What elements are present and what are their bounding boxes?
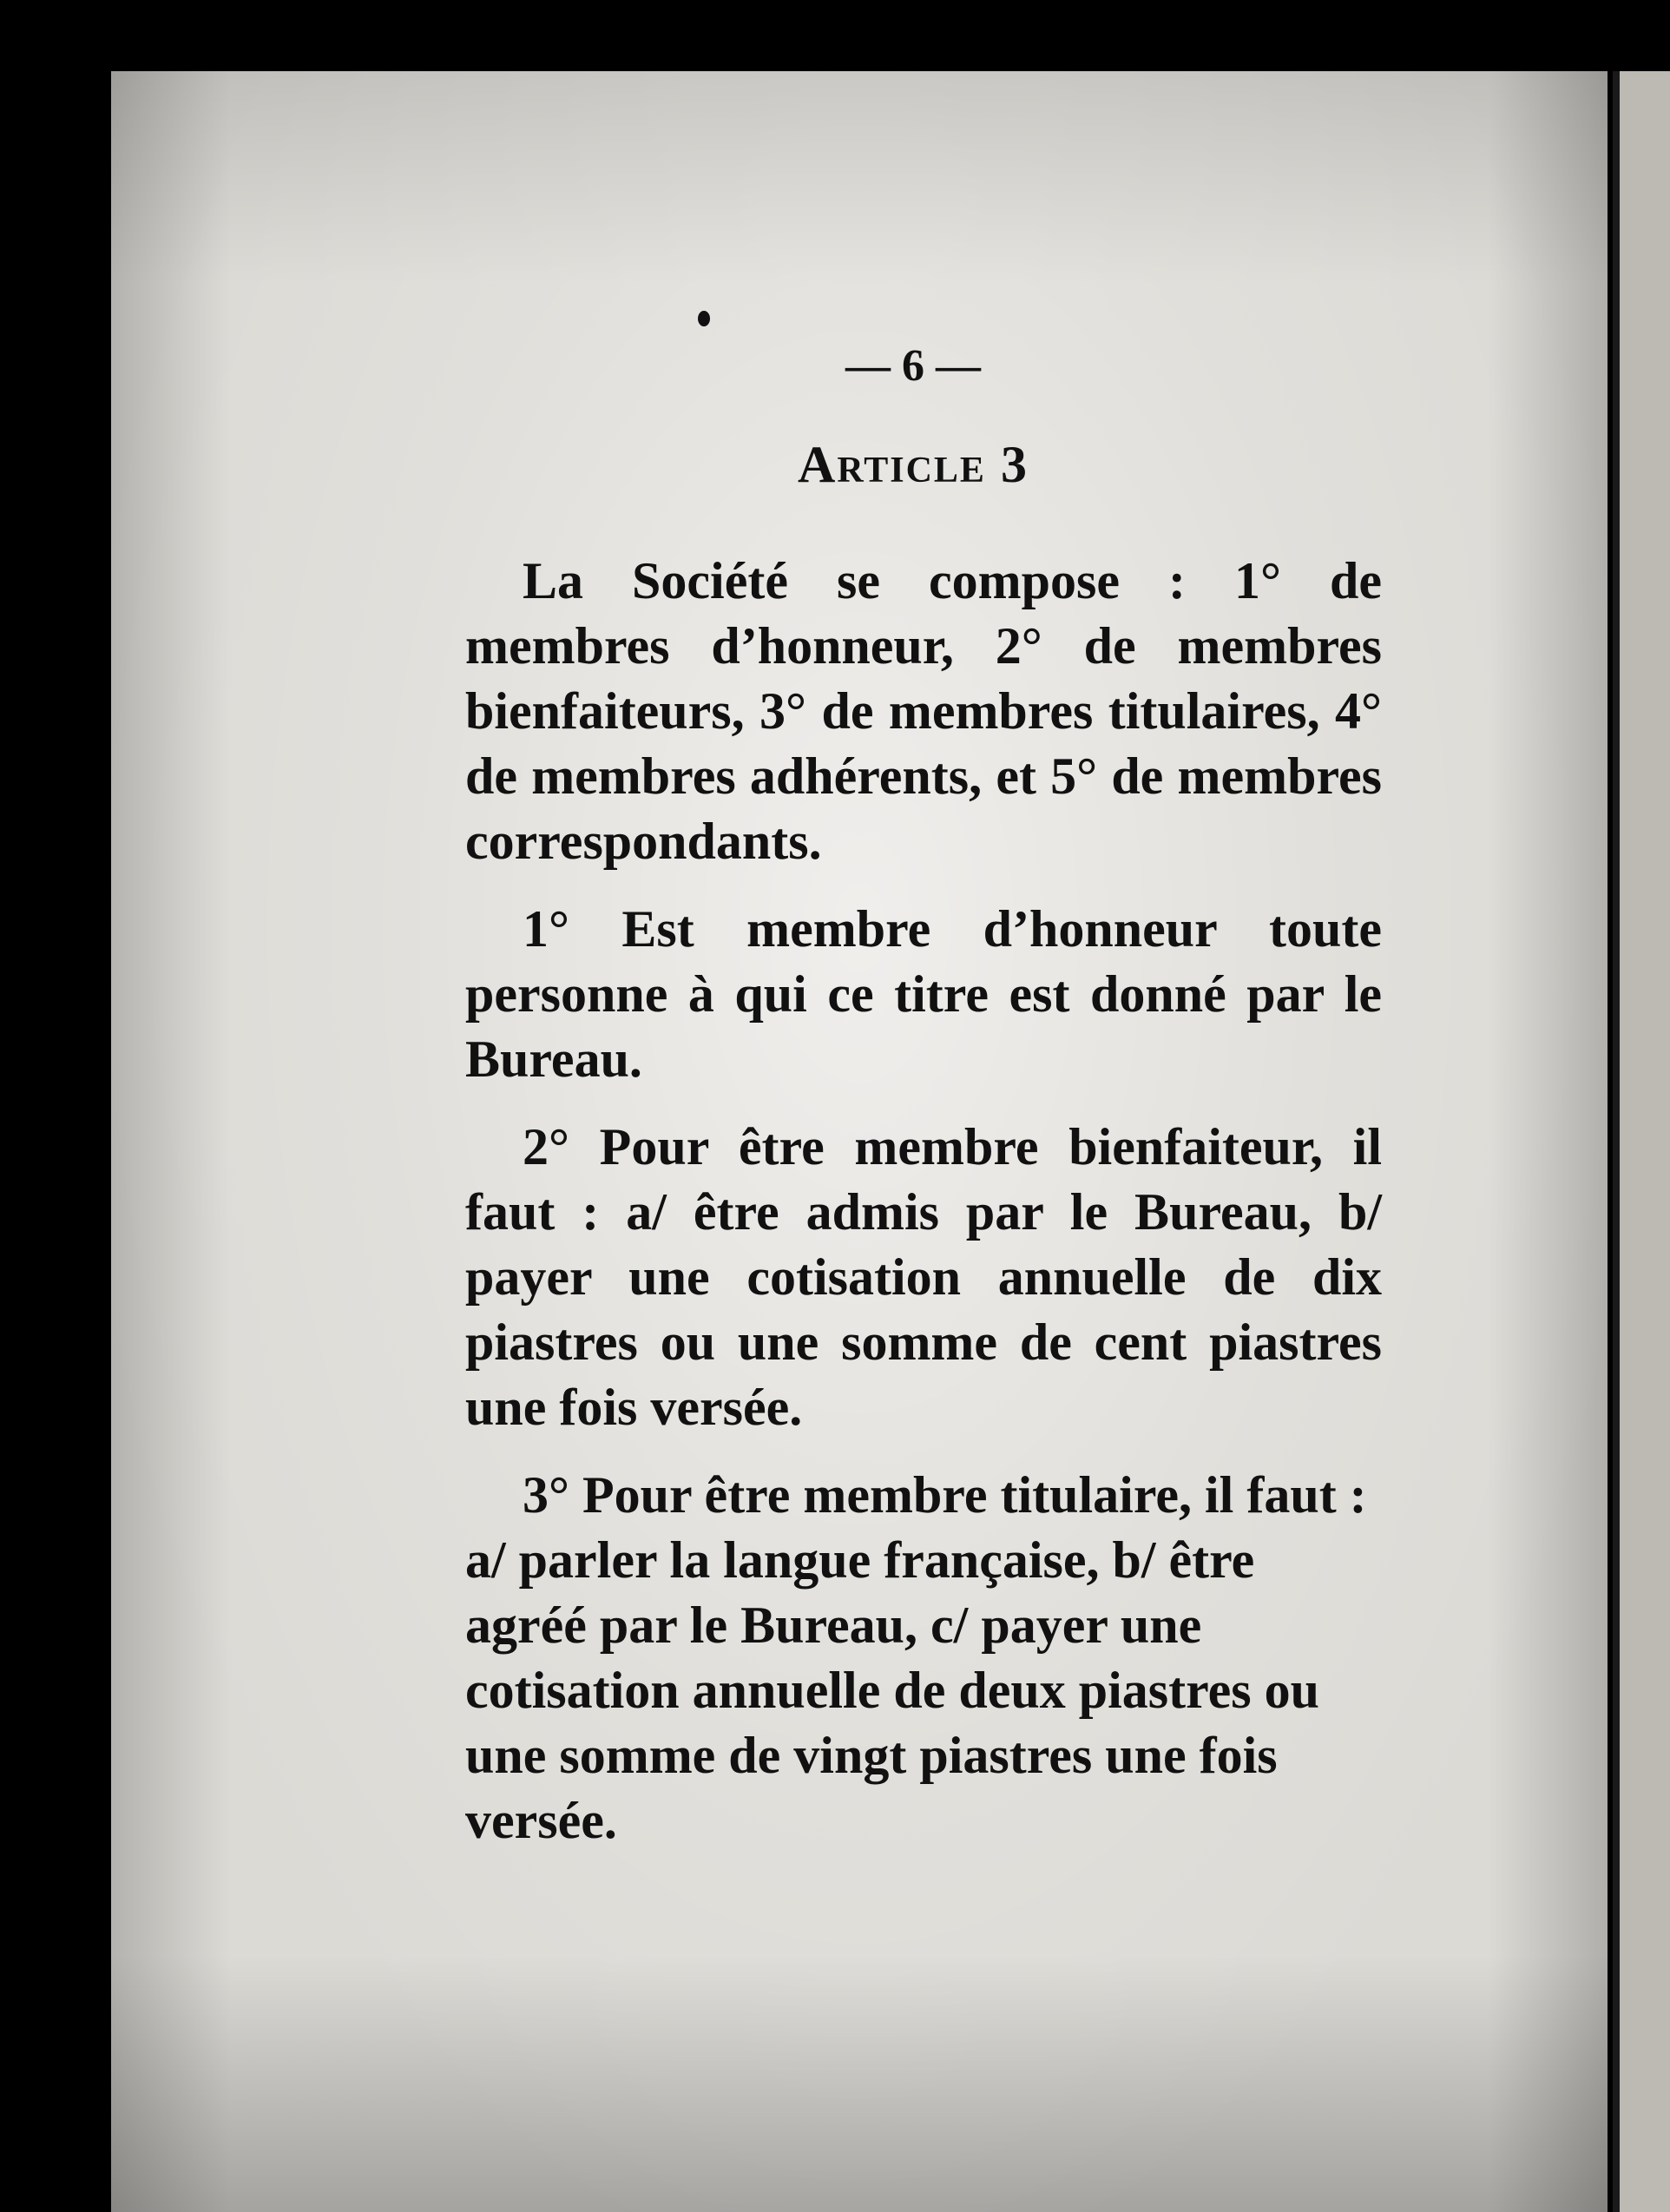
- adjacent-page-edge: [1620, 71, 1670, 2212]
- paragraph-honorary-members: 1° Est membre d’honneur toute personne à qui ce titre est donné par le Bureau.: [465, 900, 1382, 1088]
- article-body: [465, 549, 1382, 1853]
- paragraph-titular-members: 3° Pour être membre titulaire, il faut : a/ parler la langue française, b/ être agréé par le Bureau, c/ payer une cotisation annuelle de deux piastres ou une somme de vingt piastres une fois versée.: [465, 1466, 1367, 1849]
- paragraph-benefactor-members: 2° Pour être membre bienfaiteur, il faut : a/ être admis par le Bureau, b/ payer une cotisation annuelle de dix piastres ou une somme de cent piastres une fois versée.: [465, 1118, 1382, 1436]
- ink-speck: [698, 311, 710, 326]
- page-number: — 6 —: [845, 341, 981, 391]
- page-gutter: [1613, 71, 1620, 2212]
- article-heading: Article 3: [798, 436, 1029, 493]
- paragraph-composition: La Société se compose : 1° de membres d’honneur, 2° de membres bienfaiteurs, 3° de membres titulaires, 4° de membres adhérents, et 5° de membres correspondants.: [465, 552, 1382, 870]
